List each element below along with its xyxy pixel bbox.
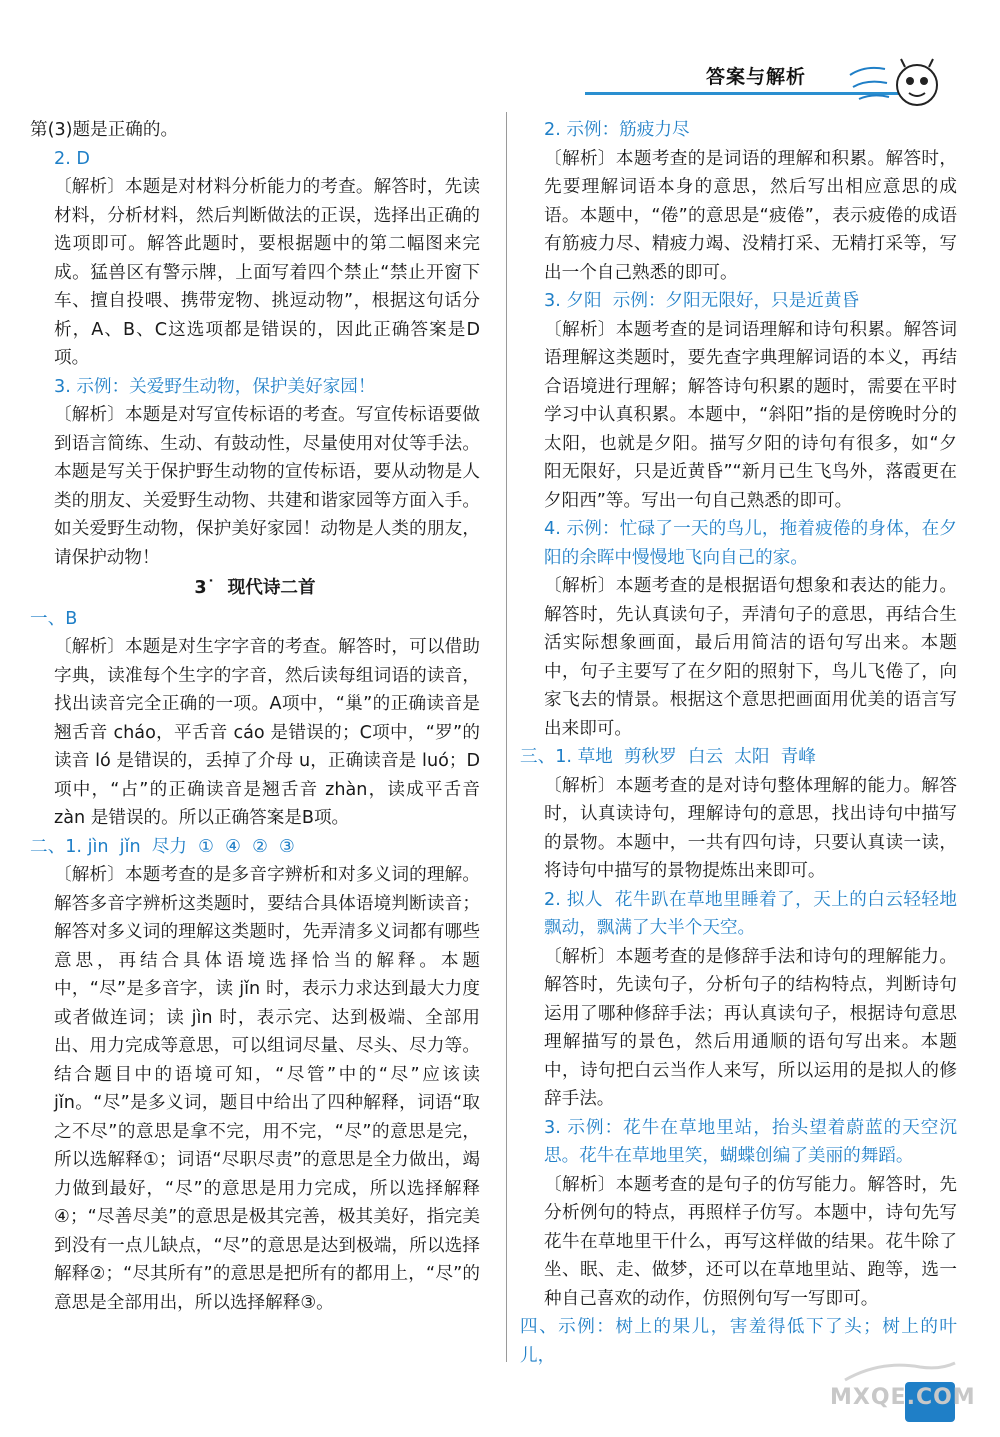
answer-line: 四、示例：树上的果儿，害羞得低下了头；树上的叶儿， xyxy=(520,1317,957,1366)
explanation-paragraph: 〔解析〕本题考查的是词语的理解和积累。解答时，先要理解词语本身的意思，然后写出相应意思的成语。本题中，“倦”的意思是“疲倦”，表示疲倦的成语有筋疲力尽、精疲力竭、没精打采、无精打采等，写出一个自己熟悉的即可。 xyxy=(544,148,957,283)
explanation-paragraph: 〔解析〕本题是对写宣传标语的考查。写宣传标语要做到语言简练、生动、有鼓动性，尽量使用对仗等手法。本题是写关于保护野生动物的宣传标语，要从动物是人类的朋友、关爱野生动物、共建和谐家园等方面入手。如关爱野生动物，保护美好家园！动物是人类的朋友，请保护动物！ xyxy=(54,405,480,568)
answer-line: 2. 拟人 花牛趴在草地里睡着了，天上的白云轻轻地飘动，飘满了大半个天空。 xyxy=(544,889,957,938)
watermark-text: MXQE.COM xyxy=(830,1385,976,1410)
watermark-logo-icon xyxy=(840,1355,960,1385)
right-column xyxy=(520,116,957,1370)
explanation-paragraph: 〔解析〕本题考查的是根据语句想象和表达的能力。解答时，先认真读句子，弄清句子的意思，再结合生活实际想象画面，最后用简洁的语句写出来。本题中，句子主要写了在夕阳的照射下，鸟儿飞倦了，向家飞去的情景。根据这个意思把画面用优美的语言写出来即可。 xyxy=(544,576,957,739)
answer-line: 2. D xyxy=(54,148,90,169)
explanation-paragraph: 〔解析〕本题考查的是对诗句整体理解的能力。解答时，认真读诗句，理解诗句的意思，找出诗句中描写的景物。本题中，一共有四句诗，只要认真读一读，将诗句中描写的景物提炼出来即可。 xyxy=(544,775,957,881)
section-title: 3˙ 现代诗二首 xyxy=(194,578,316,598)
header-title: 答案与解析 xyxy=(706,66,807,88)
answer-line: 4. 示例：忙碌了一天的鸟儿，拖着疲倦的身体，在夕阳的余晖中慢慢地飞向自己的家。 xyxy=(544,519,957,568)
answer-line: 2. 示例：筋疲力尽 xyxy=(544,120,690,140)
explanation-paragraph: 〔解析〕本题考查的是句子的仿写能力。解答时，先分析例句的特点，再照样子仿写。本题中，诗句先写花牛在草地里干什么，再写这样做的结果。花牛除了坐、眠、走、做梦，还可以在草地里站、跑等，选一种自己喜欢的动作，仿照例句写一写即可。 xyxy=(544,1174,957,1309)
left-column xyxy=(30,116,486,1317)
answer-line: 3. 示例：关爱野生动物，保护美好家园！ xyxy=(54,376,376,397)
answer-line: 三、1. 草地 剪秋罗 白云 太阳 青峰 xyxy=(520,747,816,767)
answer-line: 3. 示例：花牛在草地里站，抬头望着蔚蓝的天空沉思。花牛在草地里笑，蝴蝶创编了美丽的舞蹈。 xyxy=(544,1117,957,1166)
answer-line: 一、B xyxy=(30,608,78,629)
explanation-paragraph: 〔解析〕本题考查的是多音字辨析和对多义词的理解。解答多音字辨析这类题时，要结合具体语境判断读音；解答对多义词的理解这类题时，先弄清多义词都有哪些意思，再结合具体语境选择恰当的解释。本题中，“尽”是多音字，读 jǐn 时，表示力求达到最大力度或者做连词；读 jìn 时，表示完、达到极端、全部用出、用力完成等意思，可以组词尽量、尽头、尽力等。结合题目中的语境可知，“尽管”中的“尽”应该读 jǐn。“尽”是多义词，题目中给出了四种解释，词语“取之不尽”的意思是拿不完，用不完，“尽”的意思是完，所以选解释①；词语“尽职尽责”的意思是全力做出，竭力做到最好，“尽”的意思是用力完成，所以选择解释④；“尽善尽美”的意思是极其完善，极其美好，指完美到没有一点儿缺点，“尽”的意思是达到极端，所以选择解释②；“尽其所有”的意思是把所有的都用上，“尽”的意思是全部用出，所以选择解释③。 xyxy=(54,865,486,1313)
mascot-logo-icon xyxy=(845,55,945,115)
explanation-paragraph: 第(3)题是正确的。 xyxy=(30,120,179,140)
explanation-paragraph: 〔解析〕本题是对生字字音的考查。解答时，可以借助字典，读准每个生字的字音，然后读每组词语的读音，找出读音完全正确的一项。A项中，“巢”的正确读音是翘舌音 cháo，平舌音 cáo 是错误的；C项中，“罗”的读音 ló 是错误的，丢掉了介母 u，正确读音是 luó；D项中，“占”的正确读音是翘舌音 zhàn，读成平舌音 zàn 是错误的。所以正确答案是B项。 xyxy=(54,637,486,828)
explanation-paragraph: 〔解析〕本题考查的是修辞手法和诗句的理解能力。解答时，先读句子，分析句子的结构特点，判断诗句运用了哪种修辞手法；再认真读句子，根据诗句意思理解描写的景色，然后用通顺的语句写出来。本题中，诗句把白云当作人来写，所以运用的是拟人的修辞手法。 xyxy=(544,946,957,1109)
column-divider xyxy=(506,112,507,1362)
answer-line: 3. 夕阳 示例：夕阳无限好，只是近黄昏 xyxy=(544,291,860,311)
explanation-paragraph: 〔解析〕本题是对材料分析能力的考查。解答时，先读材料，分析材料，然后判断做法的正误，选择出正确的选项即可。解答此题时，要根据题中的第二幅图来完成。猛兽区有警示牌，上面写着四个禁止“禁止开窗下车、擅自投喂、携带宠物、挑逗动物”，根据这句话分析，A、B、C这选项都是错误的，因此正确答案是D项。 xyxy=(54,177,480,368)
explanation-paragraph: 〔解析〕本题考查的是词语理解和诗句积累。解答词语理解这类题时，要先查字典理解词语的本义，再结合语境进行理解；解答诗句积累的题时，需要在平时学习中认真积累。本题中，“斜阳”指的是傍晚时分的太阳，也就是夕阳。描写夕阳的诗句有很多，如“夕阳无限好，只是近黄昏”“新月已生飞鸟外，落霞更在夕阳西”等。写出一句自己熟悉的即可。 xyxy=(544,319,957,511)
page-header xyxy=(0,0,1000,120)
answer-line: 二、1. jìn jǐn 尽力 ① ④ ② ③ xyxy=(30,836,295,857)
